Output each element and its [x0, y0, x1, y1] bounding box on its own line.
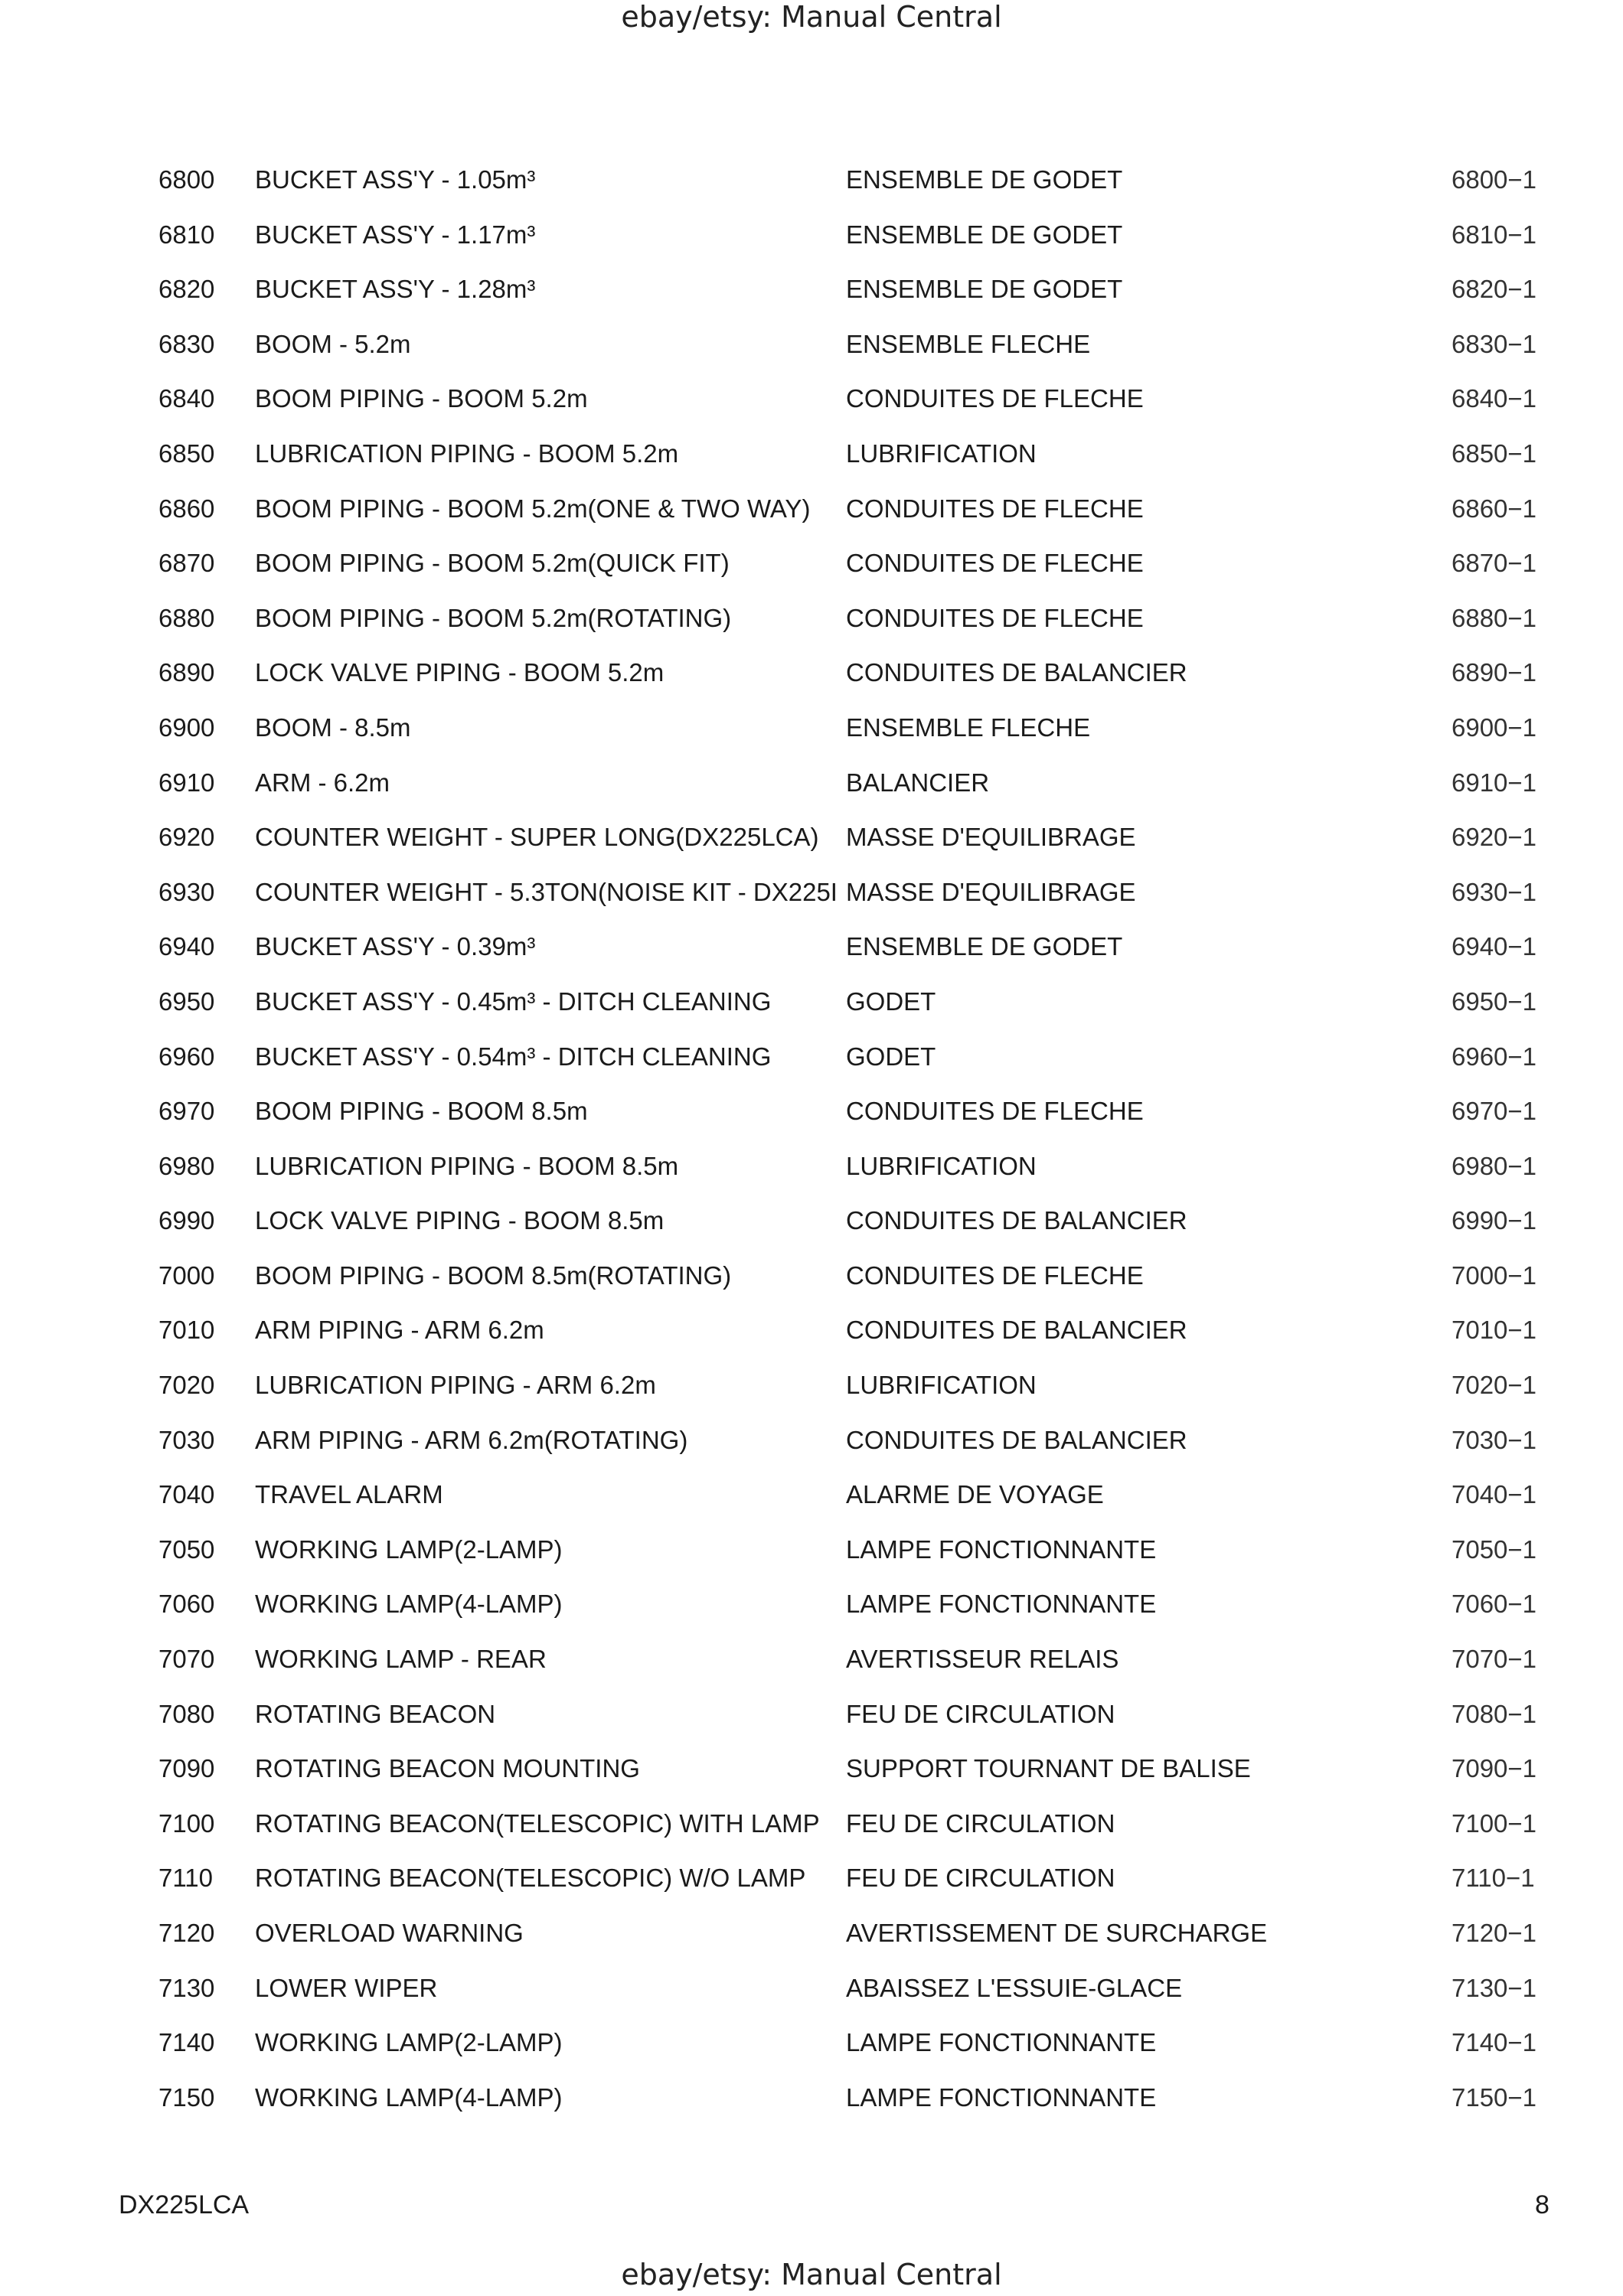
part-description: TRAVEL ALARM: [255, 1480, 443, 1509]
table-row: [0, 2022, 1623, 2077]
part-number: 7140: [158, 2028, 215, 2057]
part-number: 6930: [158, 877, 215, 906]
part-number: 7100: [158, 1808, 215, 1838]
part-number: 7090: [158, 1754, 215, 1783]
part-description-french: GODET: [846, 987, 936, 1016]
part-description-french: GODET: [846, 1042, 936, 1071]
part-number: 7110: [158, 1864, 213, 1893]
part-number: 6890: [158, 658, 215, 687]
page-reference: 7140−1: [1452, 2028, 1537, 2057]
page-reference: 6810−1: [1452, 220, 1537, 249]
part-description-french: CONDUITES DE FLECHE: [846, 1097, 1144, 1126]
part-description: LUBRICATION PIPING - ARM 6.2m: [255, 1371, 656, 1400]
part-description: WORKING LAMP(2-LAMP): [255, 1534, 563, 1564]
part-description: WORKING LAMP(4-LAMP): [255, 1590, 563, 1619]
page-reference: 6820−1: [1452, 275, 1537, 304]
page-reference: 6950−1: [1452, 987, 1537, 1016]
part-number: 7050: [158, 1534, 215, 1564]
page-reference: 6870−1: [1452, 549, 1537, 578]
page-reference: 6930−1: [1452, 877, 1537, 906]
page-reference: 6840−1: [1452, 384, 1537, 413]
part-description: BOOM PIPING - BOOM 5.2m(ROTATING): [255, 603, 732, 632]
part-description-french: CONDUITES DE FLECHE: [846, 1261, 1144, 1290]
page-reference: 7100−1: [1452, 1808, 1537, 1838]
table-row: [0, 1529, 1623, 1584]
table-row: [0, 926, 1623, 981]
page-reference: 7000−1: [1452, 1261, 1537, 1290]
page-reference: 6970−1: [1452, 1097, 1537, 1126]
part-description-french: ENSEMBLE FLECHE: [846, 713, 1091, 742]
table-row: [0, 543, 1623, 598]
part-description-french: ENSEMBLE DE GODET: [846, 932, 1123, 961]
part-description: WORKING LAMP(2-LAMP): [255, 2028, 563, 2057]
part-description-french: ENSEMBLE DE GODET: [846, 220, 1123, 249]
part-description: BUCKET ASS'Y - 0.39m³: [255, 932, 536, 961]
part-number: 6970: [158, 1097, 215, 1126]
part-description-french: FEU DE CIRCULATION: [846, 1808, 1115, 1838]
page-reference: 6800−1: [1452, 165, 1537, 194]
page-reference: 6830−1: [1452, 329, 1537, 358]
part-description: BOOM PIPING - BOOM 8.5m(ROTATING): [255, 1261, 732, 1290]
part-number: 6900: [158, 713, 215, 742]
part-number: 6870: [158, 549, 215, 578]
page-reference: 6920−1: [1452, 823, 1537, 852]
page-reference: 6910−1: [1452, 768, 1537, 797]
table-row: [0, 1036, 1623, 1091]
part-description-french: LUBRIFICATION: [846, 1151, 1037, 1180]
table-row: [0, 652, 1623, 707]
page-reference: 7040−1: [1452, 1480, 1537, 1509]
part-description: COUNTER WEIGHT - SUPER LONG(DX225LCA): [255, 823, 819, 852]
table-row: [0, 1091, 1623, 1146]
table-row: [0, 872, 1623, 927]
part-description-french: MASSE D'EQUILIBRAGE: [846, 823, 1136, 852]
part-number: 6940: [158, 932, 215, 961]
table-row: [0, 817, 1623, 872]
part-description-french: ENSEMBLE DE GODET: [846, 275, 1123, 304]
table-row: [0, 762, 1623, 817]
part-description: LUBRICATION PIPING - BOOM 5.2m: [255, 439, 679, 468]
part-description: ARM PIPING - ARM 6.2m(ROTATING): [255, 1425, 688, 1454]
part-number: 6990: [158, 1206, 215, 1235]
part-description-french: CONDUITES DE BALANCIER: [846, 1425, 1187, 1454]
table-row: [0, 269, 1623, 324]
part-number: 7060: [158, 1590, 215, 1619]
part-number: 7150: [158, 2082, 215, 2112]
page-reference: 6880−1: [1452, 603, 1537, 632]
part-description-french: LAMPE FONCTIONNANTE: [846, 1534, 1157, 1564]
table-row: [0, 214, 1623, 269]
part-description-french: LAMPE FONCTIONNANTE: [846, 2028, 1157, 2057]
footer-model: DX225LCA: [119, 2190, 250, 2219]
part-description: BUCKET ASS'Y - 1.28m³: [255, 275, 536, 304]
page-reference: 7110−1: [1452, 1864, 1535, 1893]
part-number: 7040: [158, 1480, 215, 1509]
part-description-french: FEU DE CIRCULATION: [846, 1699, 1115, 1728]
part-description: BUCKET ASS'Y - 0.45m³ - DITCH CLEANING: [255, 987, 772, 1016]
part-number: 7130: [158, 1973, 215, 2002]
table-row: [0, 981, 1623, 1036]
part-description-french: AVERTISSEMENT DE SURCHARGE: [846, 1919, 1268, 1947]
part-number: 7020: [158, 1371, 215, 1400]
part-number: 6980: [158, 1151, 215, 1180]
part-description-french: ALARME DE VOYAGE: [846, 1480, 1104, 1509]
part-description-french: ENSEMBLE FLECHE: [846, 329, 1091, 358]
part-description-french: BALANCIER: [846, 768, 990, 797]
table-row: [0, 488, 1623, 543]
table-row: [0, 324, 1623, 379]
page-reference: 6980−1: [1452, 1151, 1537, 1180]
part-number: 6880: [158, 603, 215, 632]
table-row: [0, 159, 1623, 214]
page-reference: 7150−1: [1452, 2082, 1537, 2112]
part-description: ROTATING BEACON MOUNTING: [255, 1754, 640, 1783]
table-row: [0, 1803, 1623, 1858]
page-reference: 7020−1: [1452, 1371, 1537, 1400]
part-description: BUCKET ASS'Y - 0.54m³ - DITCH CLEANING: [255, 1042, 772, 1071]
part-description-french: FEU DE CIRCULATION: [846, 1864, 1115, 1893]
page-reference: 7010−1: [1452, 1316, 1537, 1345]
part-description-french: CONDUITES DE FLECHE: [846, 384, 1144, 413]
part-description-french: LAMPE FONCTIONNANTE: [846, 2082, 1157, 2112]
page-reference: 6860−1: [1452, 494, 1537, 523]
part-number: 7120: [158, 1919, 215, 1947]
part-description: ARM - 6.2m: [255, 768, 390, 797]
part-description-french: MASSE D'EQUILIBRAGE: [846, 877, 1136, 906]
part-description: LOCK VALVE PIPING - BOOM 8.5m: [255, 1206, 665, 1235]
page-reference: 7030−1: [1452, 1425, 1537, 1454]
table-row: [0, 433, 1623, 488]
page-reference: 7120−1: [1452, 1919, 1537, 1947]
table-row: [0, 378, 1623, 433]
page-reference: 6940−1: [1452, 932, 1537, 961]
table-row: [0, 1913, 1623, 1968]
table-row: [0, 1968, 1623, 2023]
part-description-french: LAMPE FONCTIONNANTE: [846, 1590, 1157, 1619]
header-watermark: ebay/etsy: Manual Central: [621, 0, 1002, 34]
part-number: 6840: [158, 384, 215, 413]
part-number: 6960: [158, 1042, 215, 1071]
table-row: [0, 1420, 1623, 1475]
part-number: 6820: [158, 275, 215, 304]
part-description-french: SUPPORT TOURNANT DE BALISE: [846, 1754, 1251, 1783]
part-description: LOCK VALVE PIPING - BOOM 5.2m: [255, 658, 665, 687]
part-description: BUCKET ASS'Y - 1.17m³: [255, 220, 536, 249]
part-description: BOOM PIPING - BOOM 5.2m(ONE & TWO WAY): [255, 494, 811, 523]
part-description-french: CONDUITES DE BALANCIER: [846, 1316, 1187, 1345]
part-number: 6860: [158, 494, 215, 523]
table-row: [0, 1255, 1623, 1310]
part-description-french: ABAISSEZ L'ESSUIE-GLACE: [846, 1973, 1183, 2002]
part-number: 7030: [158, 1425, 215, 1454]
part-description: BOOM PIPING - BOOM 5.2m(QUICK FIT): [255, 549, 730, 578]
part-number: 7070: [158, 1645, 215, 1674]
table-row: [0, 1857, 1623, 1913]
part-number: 6910: [158, 768, 215, 797]
part-description: BOOM PIPING - BOOM 5.2m: [255, 384, 588, 413]
part-number: 6850: [158, 439, 215, 468]
part-description: ARM PIPING - ARM 6.2m: [255, 1316, 544, 1345]
part-number: 6800: [158, 165, 215, 194]
part-description-french: CONDUITES DE BALANCIER: [846, 1206, 1187, 1235]
page-reference: 7060−1: [1452, 1590, 1537, 1619]
part-description-french: CONDUITES DE BALANCIER: [846, 658, 1187, 687]
footer-watermark: ebay/etsy: Manual Central: [621, 2258, 1002, 2291]
part-number: 7000: [158, 1261, 215, 1290]
part-description: ROTATING BEACON: [255, 1699, 496, 1728]
page-reference: 7050−1: [1452, 1534, 1537, 1564]
page-reference: 6890−1: [1452, 658, 1537, 687]
page-reference: 6990−1: [1452, 1206, 1537, 1235]
part-description-french: ENSEMBLE DE GODET: [846, 165, 1123, 194]
page-reference: 6960−1: [1452, 1042, 1537, 1071]
part-number: 6950: [158, 987, 215, 1016]
page-reference: 7090−1: [1452, 1754, 1537, 1783]
part-description: LUBRICATION PIPING - BOOM 8.5m: [255, 1151, 679, 1180]
part-description: BUCKET ASS'Y - 1.05m³: [255, 165, 536, 194]
table-row: [0, 2077, 1623, 2132]
part-description: BOOM - 8.5m: [255, 713, 411, 742]
table-row: [0, 1365, 1623, 1420]
part-description: ROTATING BEACON(TELESCOPIC) W/O LAMP: [255, 1864, 806, 1893]
part-description: OVERLOAD WARNING: [255, 1919, 524, 1947]
table-row: [0, 1200, 1623, 1255]
parts-table: [0, 159, 1623, 2131]
page-number: 8: [1535, 2190, 1550, 2219]
page-reference: 6900−1: [1452, 713, 1537, 742]
table-row: [0, 1639, 1623, 1694]
part-number: 7010: [158, 1316, 215, 1345]
part-description: WORKING LAMP - REAR: [255, 1645, 547, 1674]
table-row: [0, 598, 1623, 653]
part-description: LOWER WIPER: [255, 1973, 438, 2002]
part-description-french: CONDUITES DE FLECHE: [846, 549, 1144, 578]
part-description-french: AVERTISSEUR RELAIS: [846, 1645, 1119, 1674]
part-description-french: LUBRIFICATION: [846, 439, 1037, 468]
table-row: [0, 1474, 1623, 1529]
part-number: 7080: [158, 1699, 215, 1728]
part-description: WORKING LAMP(4-LAMP): [255, 2082, 563, 2112]
table-row: [0, 1309, 1623, 1365]
part-description: ROTATING BEACON(TELESCOPIC) WITH LAMP: [255, 1808, 820, 1838]
page-reference: 7070−1: [1452, 1645, 1537, 1674]
table-row: [0, 1694, 1623, 1749]
part-description: COUNTER WEIGHT - 5.3TON(NOISE KIT - DX225I: [255, 877, 838, 906]
page-reference: 7080−1: [1452, 1699, 1537, 1728]
part-description: BOOM - 5.2m: [255, 329, 411, 358]
table-row: [0, 707, 1623, 762]
part-number: 6920: [158, 823, 215, 852]
page-reference: 7130−1: [1452, 1973, 1537, 2002]
part-description: BOOM PIPING - BOOM 8.5m: [255, 1097, 588, 1126]
part-number: 6830: [158, 329, 215, 358]
part-description-french: CONDUITES DE FLECHE: [846, 603, 1144, 632]
page-reference: 6850−1: [1452, 439, 1537, 468]
part-description-french: CONDUITES DE FLECHE: [846, 494, 1144, 523]
part-description-french: LUBRIFICATION: [846, 1371, 1037, 1400]
table-row: [0, 1146, 1623, 1201]
part-number: 6810: [158, 220, 215, 249]
table-row: [0, 1748, 1623, 1803]
table-row: [0, 1583, 1623, 1639]
